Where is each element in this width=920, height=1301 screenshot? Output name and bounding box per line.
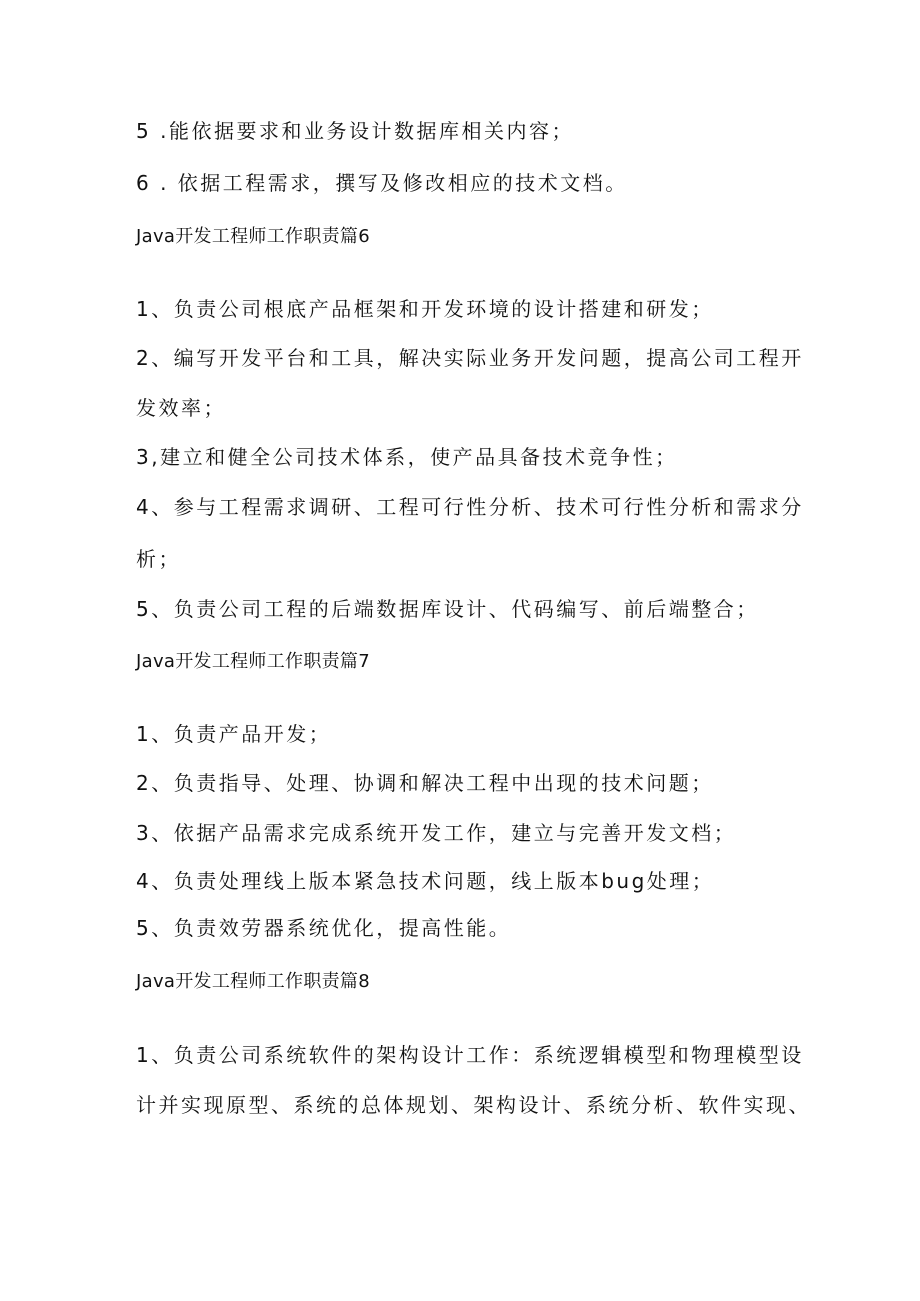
intro-item-5: 5 .能依据要求和业务设计数据库相关内容； [136, 119, 574, 143]
section-6-line-4-cont: 析； [136, 547, 181, 571]
section-6-line-5: 5、负责公司工程的后端数据库设计、代码编写、前后端整合； [136, 597, 759, 621]
section-6-line-2: 2、编写开发平台和工具，解决实际业务开发问题，提高公司工程开 [136, 346, 804, 370]
section-7-heading: Java开发工程师工作职责篇7 [136, 651, 370, 672]
section-6-line-1: 1、负责公司根底产品框架和开发环境的设计搭建和研发； [136, 297, 714, 321]
section-7-line-5: 5、负责效劳器系统优化，提高性能。 [136, 916, 512, 940]
section-6-line-2-cont: 发效率； [136, 396, 226, 420]
section-7-line-4: 4、负责处理线上版本紧急技术问题，线上版本bug处理； [136, 869, 715, 893]
section-8-line-1-cont: 计并实现原型、系统的总体规划、架构设计、系统分析、软件实现、 [136, 1093, 811, 1117]
section-8-heading: Java开发工程师工作职责篇8 [136, 971, 370, 992]
section-8-line-1: 1、负责公司系统软件的架构设计工作：系统逻辑模型和物理模型设 [136, 1043, 804, 1067]
section-7-line-2: 2、负责指导、处理、协调和解决工程中出现的技术问题； [136, 771, 714, 795]
section-7-line-1: 1、负责产品开发； [136, 722, 332, 746]
section-6-heading: Java开发工程师工作职责篇6 [136, 226, 370, 247]
section-7-line-3: 3、依据产品需求完成系统开发工作，建立与完善开发文档； [136, 821, 737, 845]
intro-item-6: 6 . 依据工程需求，撰写及修改相应的技术文档。 [136, 171, 628, 195]
section-6-line-4: 4、参与工程需求调研、工程可行性分析、技术可行性分析和需求分 [136, 495, 804, 519]
section-6-line-3: 3,建立和健全公司技术体系，使产品具备技术竞争性； [136, 445, 678, 469]
